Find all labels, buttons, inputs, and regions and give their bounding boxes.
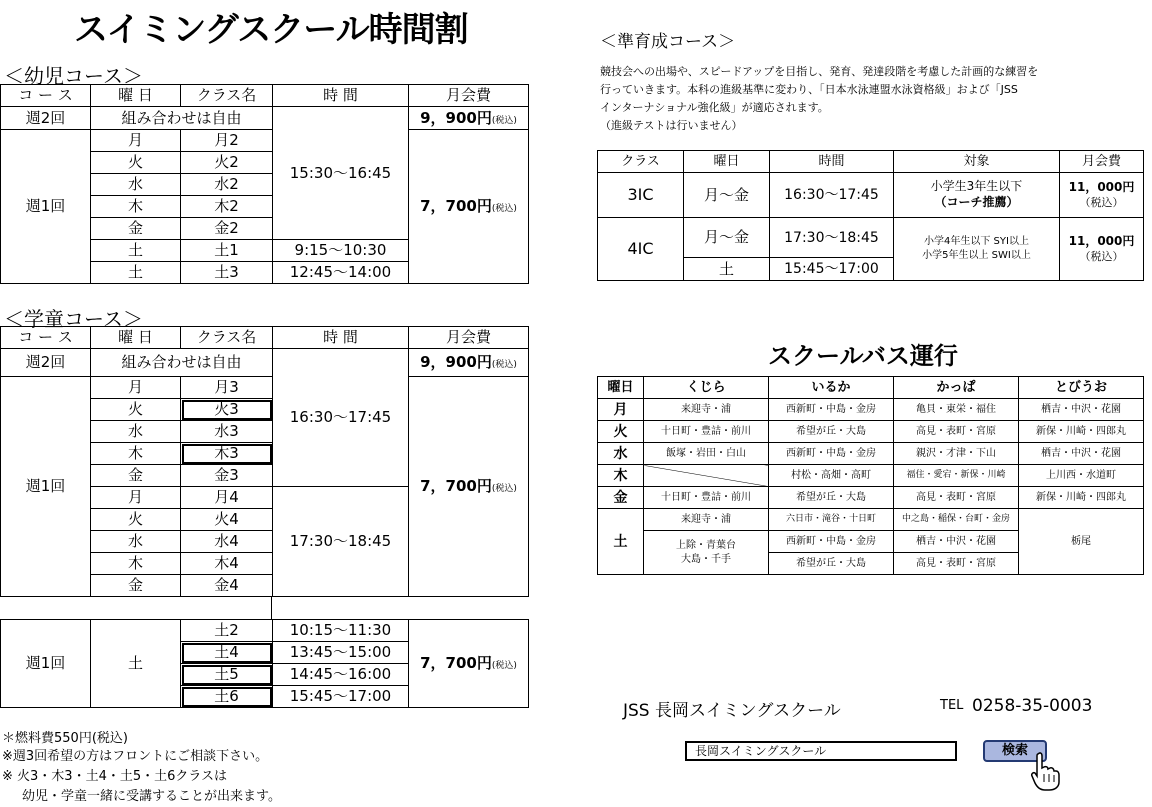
prep-header-fee: 月会費 bbox=[1060, 151, 1144, 173]
note-line: 幼児・学童一緒に受講することが出来ます。 bbox=[22, 789, 281, 804]
infant-once-fee: 7，700円(税込) bbox=[409, 130, 529, 284]
tel-label: TEL bbox=[940, 698, 964, 713]
child-table bbox=[0, 326, 529, 597]
bus-stop: 来迎寺・浦 bbox=[644, 509, 769, 531]
tel-number: 0258-35-0003 bbox=[972, 696, 1093, 716]
infant-day: 木 bbox=[91, 196, 181, 218]
bus-stop: 福住・愛宕・新保・川崎 bbox=[894, 465, 1019, 487]
bus-header-day: 曜日 bbox=[598, 377, 644, 399]
child-sat-time: 13:45〜15:00 bbox=[273, 642, 409, 664]
bus-stop: 新保・川崎・四郎丸 bbox=[1019, 487, 1144, 509]
prep-time: 17:30〜18:45 bbox=[770, 218, 894, 258]
child-class: 火4 bbox=[181, 509, 273, 531]
child-class: 月3 bbox=[181, 377, 273, 399]
bus-stop: 栖吉・中沢・花園 bbox=[1019, 443, 1144, 465]
bus-stop: 西新町・中島・金房 bbox=[769, 443, 894, 465]
bus-stop: 親沢・才津・下山 bbox=[894, 443, 1019, 465]
prep-day: 土 bbox=[684, 258, 770, 281]
infant-day: 土 bbox=[91, 240, 181, 262]
child-sat-time: 14:45〜16:00 bbox=[273, 664, 409, 686]
prep-header-class: クラス bbox=[598, 151, 684, 173]
infant-day: 水 bbox=[91, 174, 181, 196]
child-once-fee: 7，700円(税込) bbox=[409, 377, 529, 597]
child-class: 火3 bbox=[181, 399, 273, 421]
child-sat-class: 土2 bbox=[181, 620, 273, 642]
child-header-time: 時 間 bbox=[273, 327, 409, 349]
note-line: ※ 火3・木3・土4・土5・土6クラスは bbox=[2, 769, 227, 784]
infant-time-main: 15:30〜16:45 bbox=[273, 107, 409, 240]
bus-header-iruka: いるか bbox=[769, 377, 894, 399]
infant-class: 月2 bbox=[181, 130, 273, 152]
bus-stop: 上川西・水道町 bbox=[1019, 465, 1144, 487]
bus-stop: 高見・表町・宮原 bbox=[894, 421, 1019, 443]
child-section-title: ＜学童コース＞ bbox=[4, 307, 143, 331]
prep-time: 16:30〜17:45 bbox=[770, 173, 894, 218]
school-name: JSS 長岡スイミングスクール bbox=[623, 701, 841, 721]
child-header-day: 曜 日 bbox=[91, 327, 181, 349]
infant-twice-label: 組み合わせは自由 bbox=[91, 107, 273, 130]
child-class: 水3 bbox=[181, 421, 273, 443]
child-gap-divider bbox=[271, 597, 272, 619]
bus-day: 金 bbox=[598, 487, 644, 509]
search-input[interactable]: 長岡スイミングスクール bbox=[685, 741, 957, 761]
child-sat-time: 10:15〜11:30 bbox=[273, 620, 409, 642]
child-day: 水 bbox=[91, 421, 181, 443]
bus-title: スクールバス運行 bbox=[768, 342, 958, 370]
bus-stop: 十日町・豊詰・前川 bbox=[644, 487, 769, 509]
bus-day-sat: 土 bbox=[598, 509, 644, 575]
infant-time-sat1: 9:15〜10:30 bbox=[273, 240, 409, 262]
child-class: 月4 bbox=[181, 487, 273, 509]
prep-header-target: 対象 bbox=[894, 151, 1060, 173]
prep-time: 15:45〜17:00 bbox=[770, 258, 894, 281]
bus-stop: 西新町・中島・金房 bbox=[769, 531, 894, 553]
infant-class: 水2 bbox=[181, 174, 273, 196]
bus-stop: 高見・表町・宮原 bbox=[894, 553, 1019, 575]
bus-stop: 希望が丘・大島 bbox=[769, 487, 894, 509]
infant-day: 金 bbox=[91, 218, 181, 240]
bus-day: 木 bbox=[598, 465, 644, 487]
child-class: 金3 bbox=[181, 465, 273, 487]
child-day: 木 bbox=[91, 553, 181, 575]
infant-day: 火 bbox=[91, 152, 181, 174]
bus-day: 水 bbox=[598, 443, 644, 465]
infant-class: 金2 bbox=[181, 218, 273, 240]
child-header-course: コ ー ス bbox=[1, 327, 91, 349]
prep-class-4ic: 4IC bbox=[598, 218, 684, 281]
bus-stop: 希望が丘・大島 bbox=[769, 421, 894, 443]
child-sat-course: 週1回 bbox=[1, 620, 91, 708]
prep-day: 月〜金 bbox=[684, 173, 770, 218]
child-class: 金4 bbox=[181, 575, 273, 597]
bus-stop: 栖吉・中沢・花園 bbox=[1019, 399, 1144, 421]
bus-stop: 来迎寺・浦 bbox=[644, 399, 769, 421]
child-sat-class: 土4 bbox=[181, 642, 273, 664]
bus-table bbox=[597, 376, 1144, 575]
prep-table bbox=[597, 150, 1144, 281]
child-day: 木 bbox=[91, 443, 181, 465]
note-line: ＊燃料費550円(税込) bbox=[2, 731, 128, 746]
bus-day: 月 bbox=[598, 399, 644, 421]
child-sat-day: 土 bbox=[91, 620, 181, 708]
child-day: 月 bbox=[91, 487, 181, 509]
child-twice-label: 組み合わせは自由 bbox=[91, 349, 273, 377]
bus-day: 火 bbox=[598, 421, 644, 443]
hand-cursor-icon bbox=[1031, 752, 1061, 792]
infant-time-sat3: 12:45〜14:00 bbox=[273, 262, 409, 284]
child-day: 金 bbox=[91, 465, 181, 487]
child-sat-class: 土6 bbox=[181, 686, 273, 708]
child-twice-course: 週2回 bbox=[1, 349, 91, 377]
infant-header-time: 時 間 bbox=[273, 85, 409, 107]
child-header-fee: 月会費 bbox=[409, 327, 529, 349]
search-button[interactable]: 検索 bbox=[983, 740, 1047, 762]
prep-target: 小学4年生以下 SYI以上 小学5年生以上 SWI以上 bbox=[894, 218, 1060, 281]
bus-stop: 飯塚・岩田・白山 bbox=[644, 443, 769, 465]
prep-class-3ic: 3IC bbox=[598, 173, 684, 218]
infant-once-course: 週1回 bbox=[1, 130, 91, 284]
bus-stop: 十日町・豊詰・前川 bbox=[644, 421, 769, 443]
bus-header-kappa: かっぱ bbox=[894, 377, 1019, 399]
infant-header-day: 曜 日 bbox=[91, 85, 181, 107]
bus-stop-empty bbox=[644, 465, 769, 487]
prep-desc-line: 競技会への出場や、スピードアップを目指し、発育、発達段階を考慮した計画的な練習を bbox=[600, 65, 1039, 78]
bus-stop: 中之島・稲保・台町・金房 bbox=[894, 509, 1019, 531]
child-sat-table bbox=[0, 619, 529, 708]
bus-stop: 希望が丘・大島 bbox=[769, 553, 894, 575]
infant-class: 火2 bbox=[181, 152, 273, 174]
infant-header-fee: 月会費 bbox=[409, 85, 529, 107]
bus-stop: 新保・川崎・四郎丸 bbox=[1019, 421, 1144, 443]
infant-twice-fee: 9，900円(税込) bbox=[409, 107, 529, 130]
note-line: ※週3回希望の方はフロントにご相談下さい。 bbox=[2, 749, 269, 764]
infant-header-class: クラス名 bbox=[181, 85, 273, 107]
child-twice-fee: 9，900円(税込) bbox=[409, 349, 529, 377]
bus-stop: 西新町・中島・金房 bbox=[769, 399, 894, 421]
bus-stop: 高見・表町・宮原 bbox=[894, 487, 1019, 509]
infant-table bbox=[0, 84, 529, 284]
child-day: 金 bbox=[91, 575, 181, 597]
child-day: 火 bbox=[91, 399, 181, 421]
prep-fee: 11，000円 （税込） bbox=[1060, 218, 1144, 281]
child-once-course: 週1回 bbox=[1, 377, 91, 597]
bus-header-tobiuo: とびうお bbox=[1019, 377, 1144, 399]
child-class: 水4 bbox=[181, 531, 273, 553]
child-day: 月 bbox=[91, 377, 181, 399]
infant-class: 土1 bbox=[181, 240, 273, 262]
prep-fee: 11，000円 （税込） bbox=[1060, 173, 1144, 218]
bus-header-kujira: くじら bbox=[644, 377, 769, 399]
child-class: 木4 bbox=[181, 553, 273, 575]
infant-class: 木2 bbox=[181, 196, 273, 218]
infant-section-title: ＜幼児コース＞ bbox=[4, 64, 143, 88]
bus-stop: 栖吉・中沢・花園 bbox=[894, 531, 1019, 553]
infant-day: 月 bbox=[91, 130, 181, 152]
child-sat-time: 15:45〜17:00 bbox=[273, 686, 409, 708]
prep-section-title: ＜準育成コース＞ bbox=[600, 32, 736, 52]
prep-desc-line: インターナショナル強化級」が適応されます。 bbox=[600, 101, 829, 114]
child-time-2: 17:30〜18:45 bbox=[273, 487, 409, 597]
prep-header-time: 時間 bbox=[770, 151, 894, 173]
prep-desc-line: 行っていきます。本科の進級基準に変わり、「日本水泳連盟水泳資格級」および「JSS bbox=[600, 83, 1018, 96]
prep-header-day: 曜日 bbox=[684, 151, 770, 173]
page-title: スイミングスクール時間割 bbox=[74, 10, 468, 50]
prep-desc-line: （進級テストは行いません） bbox=[600, 119, 743, 132]
infant-day: 土 bbox=[91, 262, 181, 284]
child-sat-fee: 7，700円(税込) bbox=[409, 620, 529, 708]
prep-day: 月〜金 bbox=[684, 218, 770, 258]
infant-twice-course: 週2回 bbox=[1, 107, 91, 130]
infant-class: 土3 bbox=[181, 262, 273, 284]
child-day: 火 bbox=[91, 509, 181, 531]
bus-stop: 村松・高畑・高町 bbox=[769, 465, 894, 487]
bus-stop: 六日市・滝谷・十日町 bbox=[769, 509, 894, 531]
child-time-1: 16:30〜17:45 bbox=[273, 349, 409, 487]
child-class: 木3 bbox=[181, 443, 273, 465]
bus-stop: 上除・青葉台 大島・千手 bbox=[644, 531, 769, 575]
child-sat-class: 土5 bbox=[181, 664, 273, 686]
prep-target: 小学生3年生以下 （コーチ推薦） bbox=[894, 173, 1060, 218]
infant-header-course: コ ー ス bbox=[1, 85, 91, 107]
bus-stop: 亀貝・東栄・福住 bbox=[894, 399, 1019, 421]
child-header-class: クラス名 bbox=[181, 327, 273, 349]
child-day: 水 bbox=[91, 531, 181, 553]
bus-stop: 栃尾 bbox=[1019, 509, 1144, 575]
